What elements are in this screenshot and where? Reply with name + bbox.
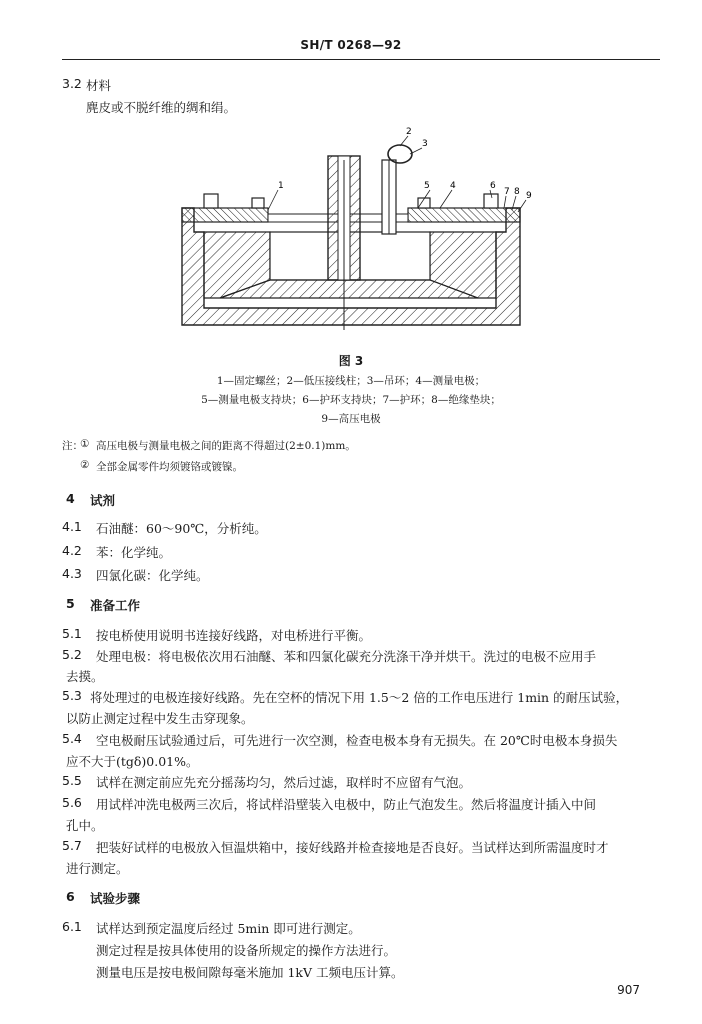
- callout-9: 9: [526, 191, 532, 201]
- callout-4: 4: [450, 181, 456, 191]
- callout-3: 3: [422, 139, 428, 149]
- section-4-number: 4: [66, 491, 75, 506]
- item-text-continued: 测定过程是按具体使用的设备所规定的操作方法进行。: [96, 943, 397, 958]
- item-number: 5.5: [62, 773, 82, 788]
- section-5-number: 5: [66, 596, 75, 611]
- item-number: 5.4: [62, 731, 82, 746]
- item-text-continued: 以防止测定过程中发生击穿现象。: [66, 711, 254, 726]
- header-rule: [62, 59, 660, 60]
- section-4-title: 试剂: [90, 493, 116, 508]
- screw-right: [484, 194, 498, 208]
- item-number: 6.1: [62, 919, 82, 934]
- callout-2: 2: [406, 127, 412, 137]
- item-text: 用试样冲洗电极两三次后，将试样沿壁装入电极中，防止气泡发生。然后将温度计插入中间: [96, 797, 597, 812]
- item-text: 石油醚：60～90℃，分析纯。: [96, 521, 267, 536]
- section-3-2-text: 麂皮或不脱纤维的绸和绢。: [86, 100, 237, 115]
- page-header: SH/T 0268—92: [300, 38, 402, 52]
- item-text-continued: 去摸。: [66, 669, 104, 684]
- item-text: 将处理过的电极连接好线路。先在空杯的情况下用 1.5～2 倍的工作电压进行 1min 的耐压试验，: [90, 690, 629, 705]
- item-text-continued: 应不大于(tgδ)0.01%。: [66, 754, 199, 769]
- electrode-diagram: [160, 120, 540, 335]
- note-marker: ①: [80, 438, 90, 450]
- item-text: 空电极耐压试验通过后，可先进行一次空测，检查电极本身有无损失。在 20℃时电极本身损失: [96, 733, 618, 748]
- page-number: 907: [617, 983, 640, 997]
- callout-7: 7: [504, 187, 510, 197]
- callout-1: 1: [278, 181, 284, 191]
- section-5-title: 准备工作: [90, 598, 141, 613]
- item-number: 5.1: [62, 626, 82, 641]
- note-text: 高压电极与测量电极之间的距离不得超过(2±0.1)mm。: [96, 440, 356, 452]
- item-text: 按电桥使用说明书连接好线路，对电桥进行平衡。: [96, 628, 372, 643]
- item-number: 5.2: [62, 647, 82, 662]
- figure-legend-line: 9—高压电极: [321, 413, 381, 425]
- item-text: 苯：化学纯。: [96, 545, 172, 560]
- section-3-2-title: 材料: [86, 78, 112, 93]
- note-text: 全部金属零件均须镀铬或镀镍。: [96, 461, 243, 473]
- item-text: 试样在测定前应先充分摇荡均匀，然后过滤，取样时不应留有气泡。: [96, 775, 472, 790]
- section-3-2-number: 3.2: [62, 76, 82, 91]
- screw-left: [204, 194, 218, 208]
- figure-caption: 图 3: [338, 354, 364, 368]
- note-marker: ②: [80, 459, 90, 471]
- callout-5: 5: [424, 181, 430, 191]
- notes-label: 注：: [62, 440, 83, 452]
- item-number: 4.2: [62, 543, 82, 558]
- item-text: 处理电极：将电极依次用石油醚、苯和四氯化碳充分洗涤干净并烘干。洗过的电极不应用手: [96, 649, 597, 664]
- item-number: 5.6: [62, 795, 82, 810]
- item-text-continued: 进行测定。: [66, 861, 129, 876]
- item-number: 5.3: [62, 688, 82, 703]
- section-6-number: 6: [66, 889, 75, 904]
- item-text-continued: 孔中。: [66, 818, 104, 833]
- item-number: 5.7: [62, 838, 82, 853]
- item-text-continued: 测量电压是按电极间隙每毫米施加 1kV 工频电压计算。: [96, 965, 404, 980]
- hanging-ring: [388, 145, 412, 163]
- callout-8: 8: [514, 187, 520, 197]
- section-6-title: 试验步骤: [90, 891, 141, 906]
- callout-6: 6: [490, 181, 496, 191]
- item-text: 把装好试样的电极放入恒温烘箱中，接好线路并检查接地是否良好。当试样达到所需温度时才: [96, 840, 609, 855]
- item-text: 四氯化碳：化学纯。: [96, 568, 209, 583]
- figure-legend-line: 1—固定螺丝；2—低压接线柱；3—吊环；4—测量电极；: [216, 375, 486, 387]
- item-text: 试样达到预定温度后经过 5min 即可进行测定。: [96, 921, 361, 936]
- item-number: 4.3: [62, 566, 82, 581]
- figure-legend-line: 5—测量电极支持块；6—护环支持块；7—护环；8—绝缘垫块；: [201, 394, 501, 406]
- insulating-pad: [182, 208, 268, 222]
- item-number: 4.1: [62, 519, 82, 534]
